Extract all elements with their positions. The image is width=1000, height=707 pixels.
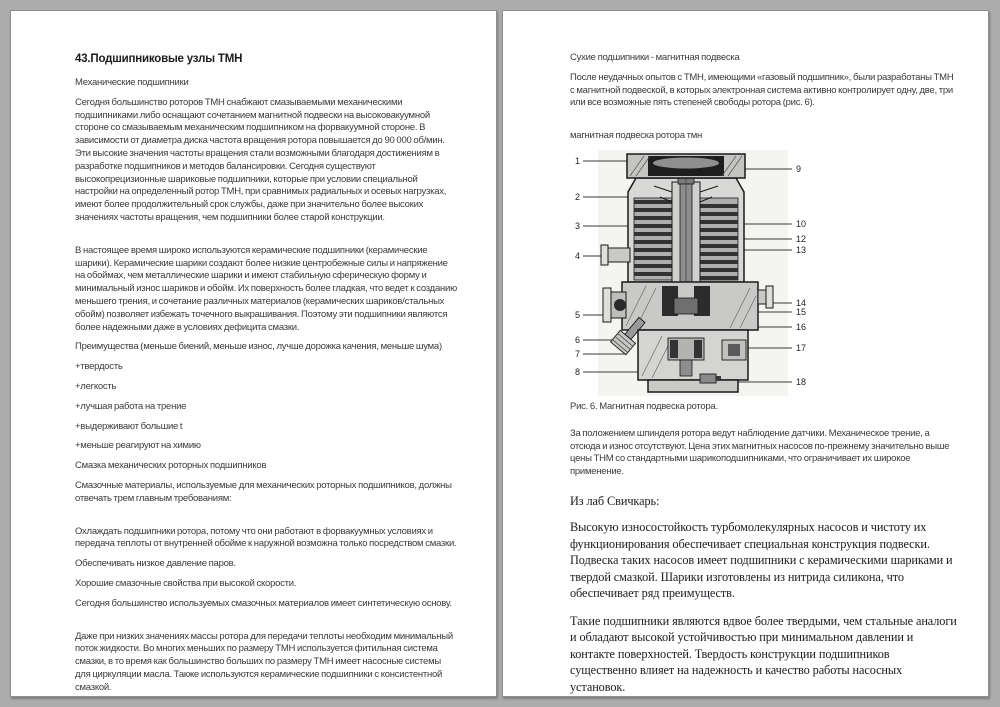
paragraph-sensors: За положением шпинделя ротора ведут наблюдение датчики. Механическое трение, а отсюда и износ отсутствуют. Цена этих магнитных насосов по-прежнему значительно выше цены ТНМ со стандартными шарикоподшипниками, что ограничивает их широкое применение. xyxy=(570,427,950,478)
figure-callout-number: 4 xyxy=(574,250,580,261)
figure-callout-number: 18 xyxy=(796,376,807,387)
base-plate xyxy=(648,380,738,392)
bottom-bolt xyxy=(700,374,716,383)
figure-callout-number: 6 xyxy=(574,334,580,345)
figure-magnetic-suspension xyxy=(570,150,958,396)
figure-callout-number: 15 xyxy=(796,306,807,317)
subheading-lubrication: Смазка механических роторных подшипников xyxy=(75,460,267,472)
figure-callout-number: 8 xyxy=(574,366,580,377)
figure-callout-number: 2 xyxy=(574,191,580,202)
paragraph-lubricants-requirements: Смазочные материалы, используемые для механических роторных подшипников, должны отвечать трем главным требованиям: xyxy=(75,479,452,504)
figure-callout-number: 17 xyxy=(796,342,807,353)
paragraph-cooling: Охлаждать подшипники ротора, потому что они работают в форвакуумных условиях и передача теплоты от внутренней обойме к наружной возможна только посредством смазки. xyxy=(75,525,457,550)
paragraph-high-speed: Хорошие смазочные свойства при высокой скорости. xyxy=(75,577,297,589)
figure-callout-number: 12 xyxy=(796,233,807,244)
paragraph-advantages: Преимущества (меньше биений, меньше износ, лучше дорожка качения, меньше шума) xyxy=(75,341,442,353)
paragraph-synthetic-base: Сегодня большинство используемых смазочных материалов имеет синтетическую основу. xyxy=(75,597,452,609)
figure-callout-number: 16 xyxy=(796,321,807,332)
figure-callout-number: 5 xyxy=(574,309,580,320)
figure-callout-number: 14 xyxy=(796,297,807,308)
paragraph-magnetic-intro: После неудачных опытов с ТМН, имеющими «газовый подшипник», были разработаны ТМН с магнитной подвеской, в которых электронная система активно контролирует одну, две, три или все возможные пять степеней свободы ротора (рис. 6). xyxy=(570,71,954,109)
page-title: 43.Подшипниковые узлы ТМН xyxy=(75,53,243,65)
paragraph-lab-2: Такие подшипники являются вдвое более твердыми, чем стальные аналоги и обладают высокой устойчивостью при минимальном давлении и контакте поверхностей. Твердость конструкции подшипников существенно влияет на надежность и качество работы насосных установок. xyxy=(570,613,957,694)
vent-port xyxy=(606,248,630,262)
subheading-mechanical-bearings: Механические подшипники xyxy=(75,77,189,88)
lab-notes-heading: Из лаб Свичкарь: xyxy=(570,493,660,508)
paragraph-ceramic-bearings: В настоящее время широко используются керамические подшипники (керамические шарики). Керамические шарики создают более низкие центробежные силы и напряжение на обоймах, чем металлические шарики и имеют стабильную сферическую форму и минимальный износ шариков и обойм. Их поверхность более гладкая, что ведет к созданию меньшего трения, и сочетание различных материалов (керамических шариков/стальных обойм) позволяет избежать точечного выкрашивания. Поэтому эти подшипники являются более надежными даже в условиях дефицита смазки. xyxy=(75,244,457,333)
bullet-lightness: +легкость xyxy=(75,380,117,392)
bullet-temperature: +выдерживают большие t xyxy=(75,420,183,432)
subheading-dry-bearings: Сухие подшипники - магнитная подвеска xyxy=(570,52,740,63)
page-1 xyxy=(10,10,497,697)
figure-callout-number: 7 xyxy=(574,348,580,359)
bullet-hardness: +твердость xyxy=(75,361,123,373)
figure-callout-number: 13 xyxy=(796,244,807,255)
bullet-chemistry: +меньше реагируют на химию xyxy=(75,440,201,452)
paragraph-lab-1: Высокую износостойкость турбомолекулярных насосов и чистоту их функционирования обеспечивает специальная конструкция подвески. Подвеска таких насосов имеет подшипники с керамическими шариками и твердой смазкой. Шарики изготовлены из нитрида силикона, что обеспечивает ряд преимуществ. xyxy=(570,520,953,601)
figure-label: магнитная подвеска ротора тмн xyxy=(570,130,702,142)
paragraph-oil-flow: Даже при низких значениях массы ротора для передачи теплоты необходим минимальный поток жидкости. Во многих меньших по размеру ТМН используется фитильная система смазки, в то время как большинство больших по размеру ТМН имеет насосные системы для циркуляции масла. Также используются керамические подшипники с консистентной смазкой. xyxy=(75,630,453,693)
figure-callout-number: 1 xyxy=(574,155,580,166)
figure-callout-number: 10 xyxy=(796,218,807,229)
figure-caption: Рис. 6. Магнитная подвеска ротора. xyxy=(570,400,718,412)
paragraph-vapor-pressure: Обеспечивать низкое давление паров. xyxy=(75,558,236,570)
lab-notes-section xyxy=(570,493,958,696)
pump-cross-section-diagram xyxy=(570,150,820,396)
page-2 xyxy=(502,10,989,697)
figure-callout-number: 9 xyxy=(796,163,802,174)
bullet-friction: +лучшая работа на трение xyxy=(75,400,187,412)
paragraph-intro: Сегодня большинство роторов ТМН снабжают смазываемыми механическими подшипниками либо оснащают сочетанием магнитной подвески на высоковакуумной стороне со смазываемым механическим подшипником на форвакуумной стороне. В зависимости от диаметра диска частота вращения ротора повышается до 90 000 об/мин. Эти высокие значения частоты вращения стали возможными благодаря достижениям в разработке подшипников и методов балансировки. Сегодня существуют высокопрецизионные шариковые подшипники, которые при условии специальной настройки на определенный ротор ТМН, при сравнимых радиальных и осевых нагрузках, имеют более продолжительный срок службы, даже при значительно более высоких значениях частоты вращения, чем подшипники более старой конструкции. xyxy=(75,96,447,223)
figure-callout-number: 3 xyxy=(574,220,580,231)
